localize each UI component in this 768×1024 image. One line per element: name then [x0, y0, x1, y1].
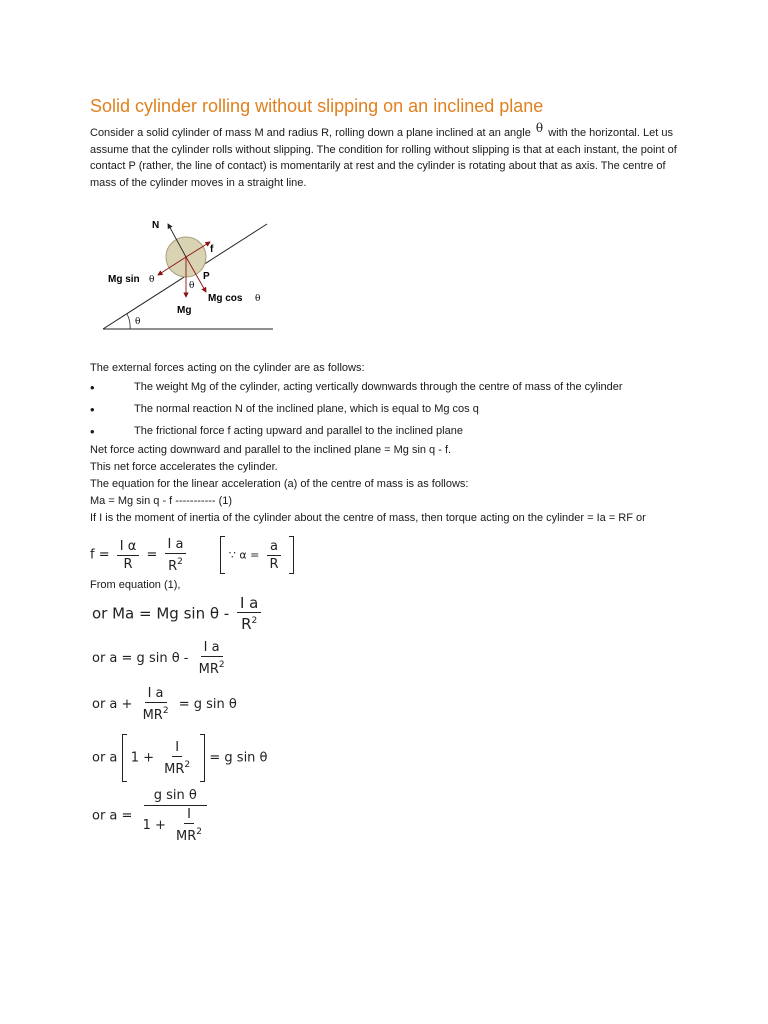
- left-bracket: [122, 734, 127, 782]
- body-line: The equation for the linear acceleration (a) of the centre of mass is as follows:: [90, 478, 469, 490]
- denominator-base: MR: [142, 708, 163, 723]
- exponent: 2: [196, 827, 202, 837]
- label-angle-theta: θ: [135, 317, 141, 327]
- label-mg-cos-theta: θ: [255, 294, 261, 304]
- denominator: R: [123, 556, 133, 572]
- denominator: [238, 613, 260, 632]
- denominator-base: R: [241, 615, 252, 633]
- denominator-base: R: [168, 558, 178, 574]
- fraction: [196, 640, 228, 677]
- intro-text-1: Consider a solid cylinder of mass M and radius R, rolling down a plane inclined at an angle: [90, 127, 531, 139]
- angle-arc: [127, 314, 130, 329]
- fraction: [165, 537, 187, 574]
- numerator: a: [267, 539, 281, 556]
- equation-4: [92, 734, 268, 782]
- body-line: Net force acting downward and parallel to the inclined plane = Mg sin q - f.: [90, 444, 452, 456]
- equation-5: [92, 788, 214, 844]
- equation-2: [92, 640, 231, 677]
- inclined-plane-diagram: [100, 212, 280, 337]
- fraction: [266, 539, 281, 572]
- numerator: I a: [165, 537, 187, 554]
- numerator: I α: [117, 539, 140, 556]
- denominator: [140, 806, 211, 844]
- body-line: Ma = Mg sin q - f ----------- (1): [90, 495, 233, 507]
- denominator: [140, 703, 172, 723]
- denominator: [196, 657, 228, 677]
- from-equation: From equation (1),: [90, 579, 181, 591]
- eq-f-lhs: f: [90, 547, 95, 563]
- denominator-base: MR: [176, 829, 197, 844]
- exponent: 2: [184, 759, 191, 770]
- eq-lhs: or a = g sin θ -: [92, 651, 189, 666]
- label-mg-sin: Mg sin: [108, 274, 140, 285]
- numerator: I a: [237, 596, 261, 613]
- denominator: [161, 757, 193, 777]
- inner-fraction: [173, 807, 205, 844]
- bullet-dot: •: [90, 402, 95, 417]
- denominator-base: MR: [164, 761, 185, 777]
- denominator: R: [269, 556, 279, 572]
- label-mg: Mg: [177, 305, 192, 316]
- eq-rhs: = g sin θ: [209, 750, 268, 766]
- eq-lhs: or Ma = Mg sin θ -: [92, 604, 230, 623]
- label-f: f: [210, 244, 214, 255]
- page-title: Solid cylinder rolling without slipping on an inclined plane: [90, 96, 544, 116]
- equation-3: [92, 686, 237, 723]
- fraction: [237, 596, 261, 632]
- numerator: I a: [201, 640, 223, 657]
- because-alpha: ∵ α =: [228, 548, 260, 562]
- numerator: I a: [145, 686, 167, 703]
- theta-symbol: θ: [535, 121, 544, 135]
- label-N: N: [152, 220, 160, 231]
- exponent: 2: [177, 556, 183, 567]
- label-mg-cos: Mg cos: [208, 293, 243, 304]
- fraction: [140, 686, 172, 723]
- label-mid-theta: θ: [189, 281, 195, 291]
- label-P: P: [203, 271, 210, 282]
- right-bracket: [289, 536, 294, 574]
- exponent: 2: [162, 706, 169, 716]
- left-bracket: [220, 536, 225, 574]
- bullet-dot: •: [90, 424, 95, 439]
- equation-f: [90, 536, 294, 574]
- label-mg-sin-theta: θ: [149, 275, 155, 285]
- bullet-text: The frictional force f acting upward and parallel to the inclined plane: [134, 425, 463, 437]
- fraction: [161, 740, 193, 777]
- eq-f-equals: =: [146, 547, 158, 563]
- eq-one-plus: 1 +: [142, 818, 166, 833]
- bullet-dot: •: [90, 380, 95, 395]
- bullet-text: The weight Mg of the cylinder, acting vertically downwards through the centre of mass of the cylinder: [134, 381, 623, 393]
- right-bracket: [200, 734, 205, 782]
- eq-rhs: = g sin θ: [178, 697, 237, 712]
- body-line: If I is the moment of inertia of the cylinder about the centre of mass, then torque acting on the cylinder = Ia = RF or: [90, 512, 646, 524]
- numerator: I: [172, 740, 182, 757]
- exponent: 2: [218, 660, 225, 670]
- numerator: I: [184, 807, 194, 824]
- equation-1: [92, 596, 264, 632]
- body-line: This net force accelerates the cylinder.: [90, 461, 278, 473]
- bullet-text: The normal reaction N of the inclined plane, which is equal to Mg cos q: [134, 403, 479, 415]
- fraction: [117, 539, 140, 572]
- fraction: [140, 788, 211, 844]
- eq-f-equals: =: [98, 547, 110, 563]
- intro-text-2: with the horizontal. Let us assume that the cylinder rolls without slipping. The condition for rolling without slipping is that at each instant, the point of contact P (rather, the line of contact) is momentarily at rest and the cylinder is rotating about that as axis. The centre of mass of the cylinder moves in a straight line.: [90, 127, 677, 189]
- intro-paragraph: [90, 121, 690, 191]
- numerator: g sin θ: [144, 788, 207, 806]
- eq-lhs: or a =: [92, 808, 133, 824]
- exponent: 2: [251, 616, 258, 626]
- denominator-base: MR: [198, 662, 219, 677]
- denominator: [165, 554, 186, 574]
- forces-intro: The external forces acting on the cylinder are as follows:: [90, 362, 365, 374]
- eq-lhs: or a +: [92, 697, 133, 712]
- eq-lhs: or a: [92, 750, 118, 766]
- denominator: [173, 824, 205, 844]
- eq-one-plus: 1 +: [130, 750, 154, 766]
